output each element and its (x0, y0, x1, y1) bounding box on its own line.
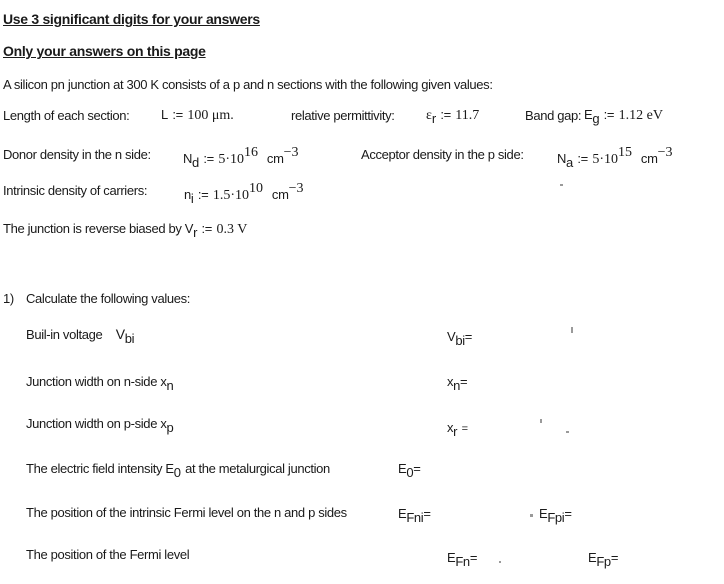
donor-value: $N_d$ := $5\cdot 10^{16}$ $cm^{-3}$ (183, 145, 299, 170)
scan-speck (499, 561, 501, 563)
permittivity-label: relative permittivity: (291, 108, 395, 123)
acceptor-label: Acceptor density in the p side: (361, 147, 524, 162)
question-prompt: Calculate the following values: (26, 291, 191, 306)
intrinsic-label: Intrinsic density of carriers: (3, 183, 148, 198)
instruction-heading-sig-digits: Use 3 significant digits for your answers (3, 11, 260, 27)
xp-label: Junction width on p-side $x_p$ (26, 416, 174, 435)
scan-speck (571, 327, 573, 333)
scan-speck (566, 431, 569, 433)
length-label: Length of each section: (3, 108, 130, 123)
donor-label: Donor density in the n side: (3, 147, 151, 162)
intrinsic-fermi-label: The position of the intrinsic Fermi level on the n and p sides (26, 505, 347, 520)
question-number: 1) (3, 291, 14, 306)
efni-answer-label: $E_{Fni}=$ (398, 506, 431, 525)
e0-answer-label: $E_0=$ (398, 461, 421, 480)
reverse-bias-statement: The junction is reverse biased by $V_r$ := 0.3 V (3, 221, 248, 240)
fermi-level-label: The position of the Fermi level (26, 547, 190, 562)
instruction-heading-answers: Only your answers on this page (3, 43, 206, 59)
band-gap-value: $E_g$ := 1.12 eV (584, 107, 663, 126)
efpi-answer-label: $E_{Fpi}=$ (539, 506, 572, 525)
scan-speck (540, 419, 542, 423)
xn-label: Junction width on n-side $x_n$ (26, 374, 174, 393)
efn-answer-label: $E_{Fn}=$ (447, 550, 478, 569)
band-gap-label: Band gap: (525, 108, 582, 123)
vbi-label: Buil-in voltage $V_{bi}$ (26, 326, 135, 346)
scan-speck (530, 514, 533, 517)
vbi-answer-label: $V_{bi}=$ (447, 329, 472, 348)
xp-answer-label: $x_r$ = (447, 420, 468, 439)
acceptor-value: $N_a$ := $5\cdot 10^{15}$ $cm^{-3}$ (557, 145, 673, 170)
e0-label: The electric field intensity $E_0$ at the metalurgical junction (26, 461, 330, 480)
xn-answer-label: $x_n=$ (447, 374, 468, 393)
efp-answer-label: $E_{Fp}=$ (588, 550, 619, 569)
permittivity-value: $\varepsilon_r$ := 11.7 (426, 107, 480, 126)
length-value: L := 100 μm. (161, 107, 234, 123)
scan-speck (560, 184, 563, 186)
intrinsic-value: $n_i$ := $1.5\cdot 10^{10}$ $cm^{-3}$ (184, 181, 304, 206)
problem-intro: A silicon pn junction at 300 K consists of a p and n sections with the following given values: (3, 77, 493, 92)
